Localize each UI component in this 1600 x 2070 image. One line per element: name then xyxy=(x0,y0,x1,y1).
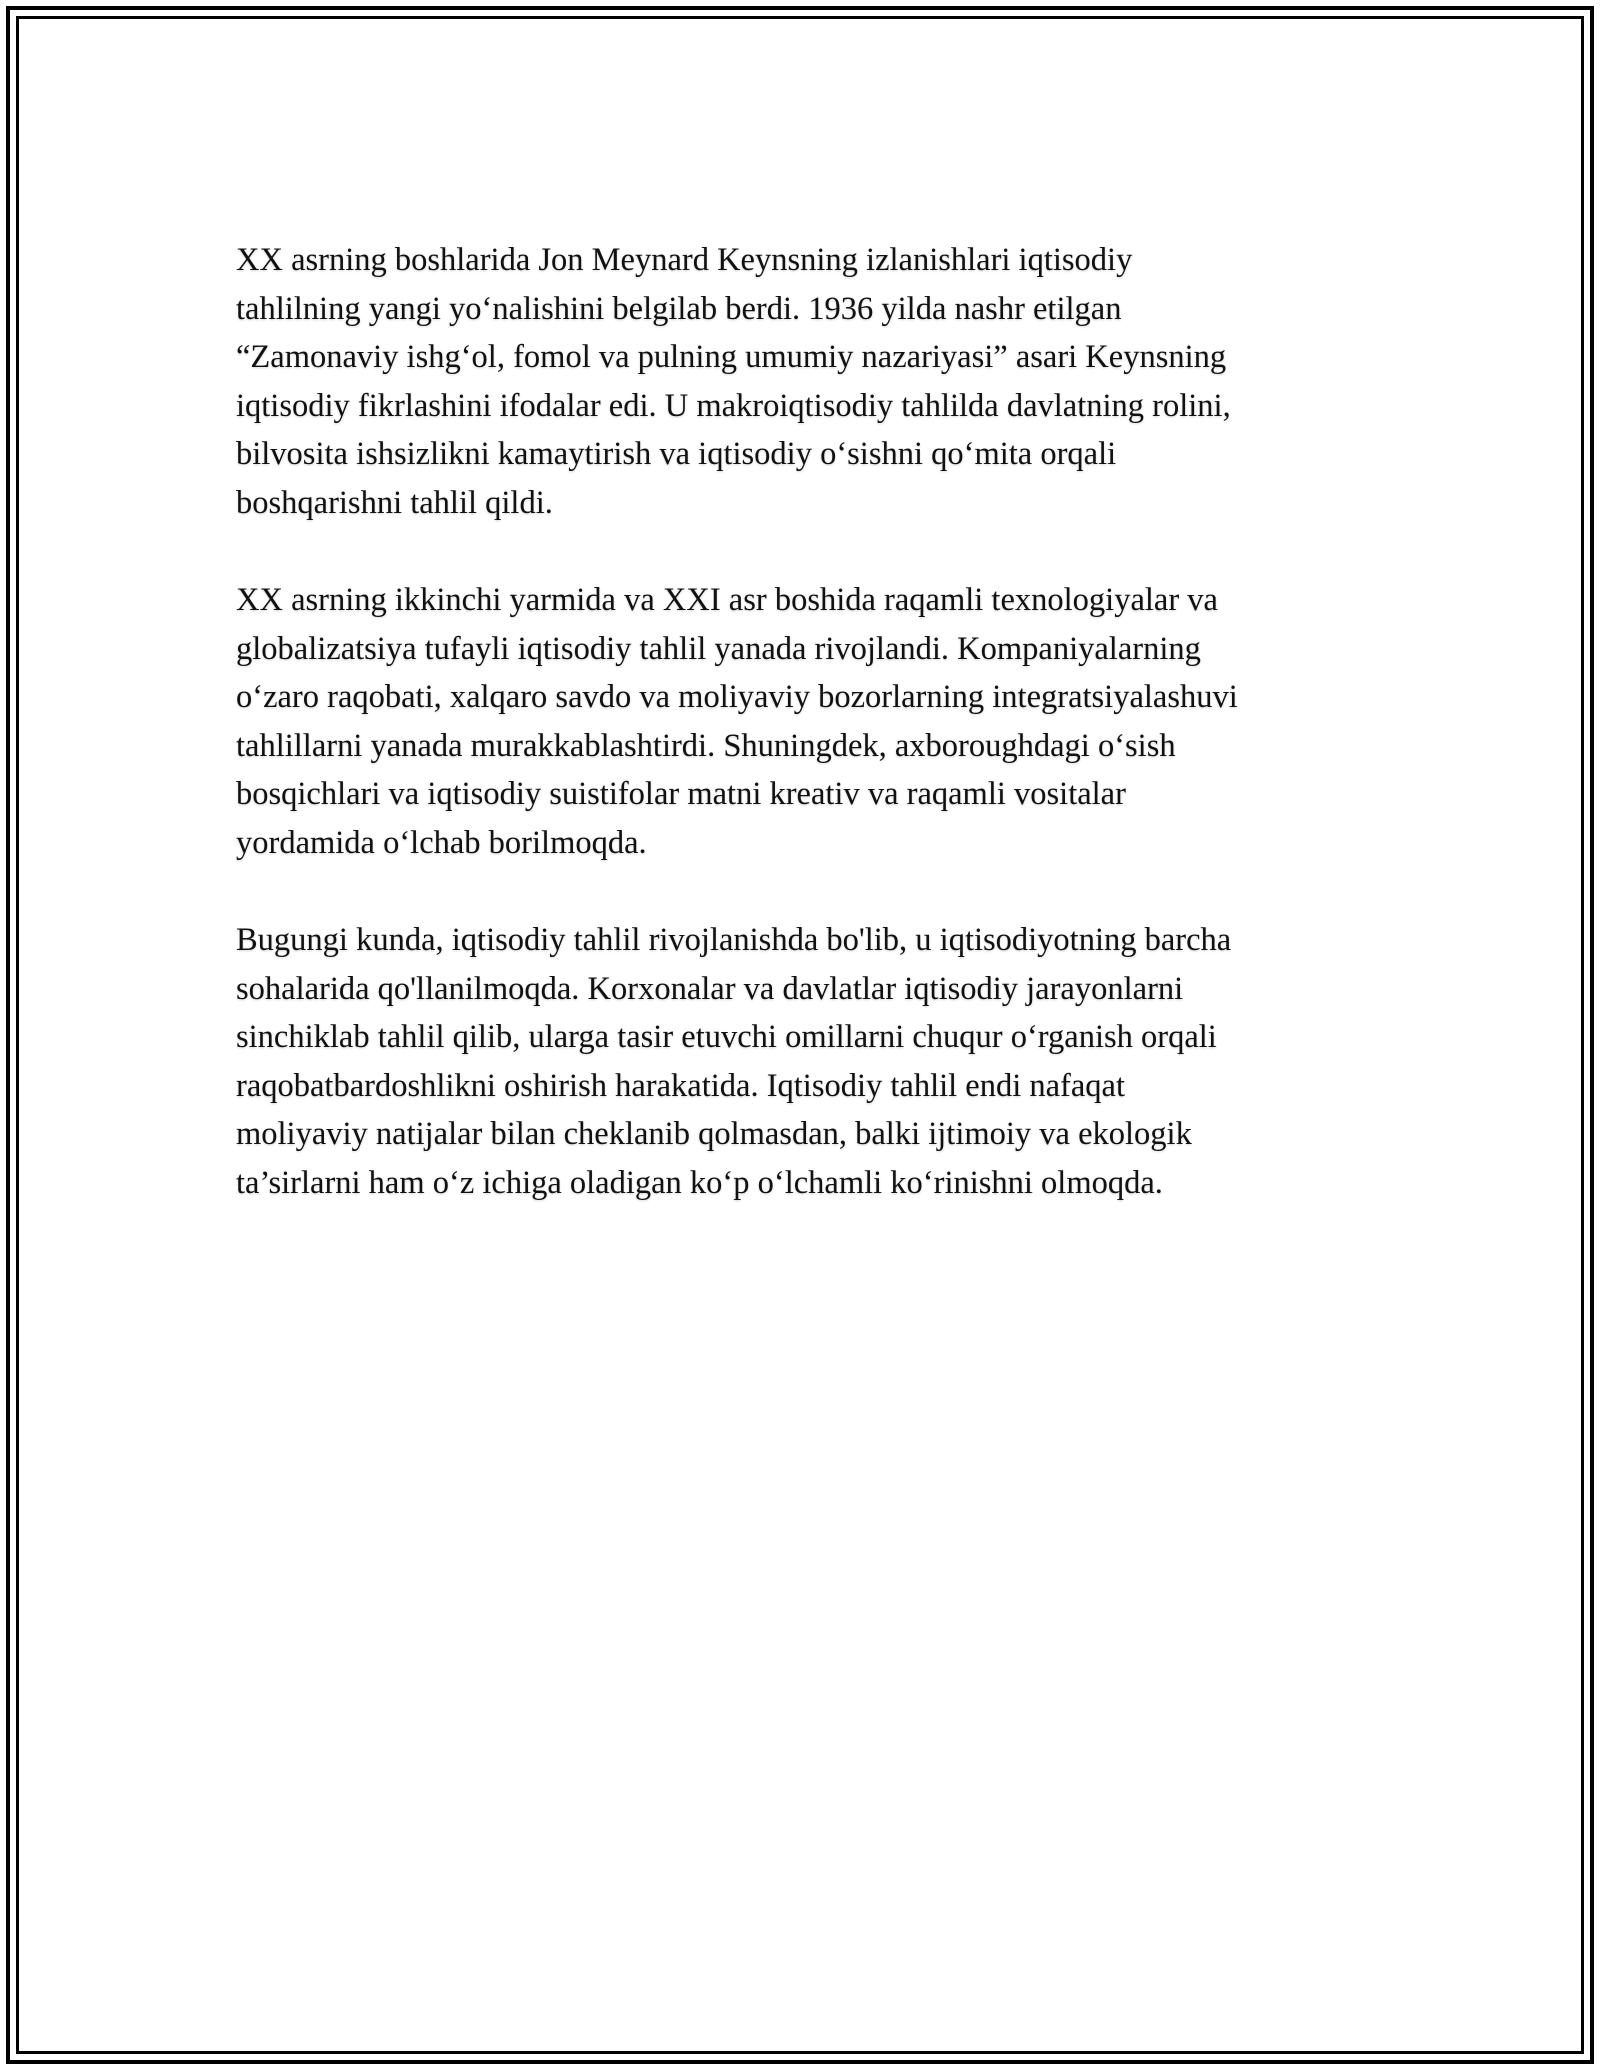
paragraph-modern-analysis: Bugungi kunda, iqtisodiy tahlil rivojlanishda bo'lib, u iqtisodiyotning barcha sohalarida qo'llanilmoqda. Korxonalar va davlatlar iqtisodiy jarayonlarni sinchiklab tahlil qilib, ularga tasir etuvchi omillarni chuqur o‘rganish orqali raqobatbardoshlikni oshirish harakatida. Iqtisodiy tahlil endi nafaqat moliyaviy natijalar bilan cheklanib qolmasdan, balki ijtimoiy va ekologik ta’sirlarni ham o‘z ichiga oladigan ko‘p o‘lchamli ko‘rinishni olmoqda. xyxy=(236,922,1232,1201)
document-body xyxy=(236,236,1376,1256)
paragraph-digital-globalization: XX asrning ikkinchi yarmida va XXI asr boshida raqamli texnologiyalar va globalizatsiya tufayli iqtisodiy tahlil yanada rivojlandi. Kompaniyalarning o‘zaro raqobati, xalqaro savdo va moliyaviy bozorlarning integratsiyalashuvi tahlillarni yanada murakkablashtirdi. Shuningdek, axboroughdagi o‘sish bosqichlari va iqtisodiy suistifolar matni kreativ va raqamli vositalar yordamida o‘lchab borilmoqda. xyxy=(236,582,1238,861)
paragraph-keynes: XX asrning boshlarida Jon Meynard Keynsning izlanishlari iqtisodiy tahlilning yangi yo‘nalishini belgilab berdi. 1936 yilda nashr etilgan “Zamonaviy ishg‘ol, fomol va pulning umumiy nazariyasi” asari Keynsning iqtisodiy fikrlashini ifodalar edi. U makroiqtisodiy tahlilda davlatning rolini, bilvosita ishsizlikni kamaytirish va iqtisodiy o‘sishni qo‘mita orqali boshqarishni tahlil qildi. xyxy=(236,242,1231,521)
